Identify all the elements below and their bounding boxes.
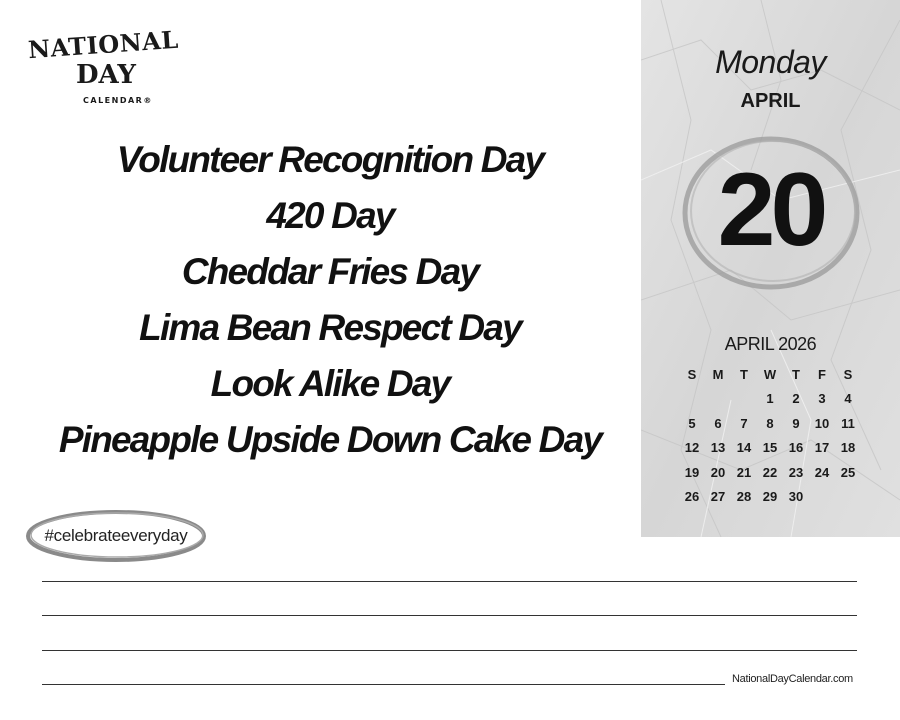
logo-word-national: NATIONAL (27, 24, 180, 65)
calendar-day: 17 (814, 440, 830, 456)
calendar-day: 26 (684, 489, 700, 505)
day-number: 20 (717, 152, 824, 268)
calendar-day (679, 387, 705, 412)
hashtag-badge (24, 507, 208, 565)
note-line (42, 650, 857, 651)
holiday-item: Volunteer Recognition Day (116, 139, 544, 180)
mini-calendar-header-row (679, 362, 861, 387)
calendar-day: 29 (762, 489, 778, 505)
holiday-list (20, 132, 640, 468)
hashtag-text: #celebrateeveryday (44, 526, 188, 545)
calendar-day: 24 (814, 464, 830, 480)
calendar-day: 3 (818, 391, 826, 407)
calendar-day: 10 (814, 415, 830, 431)
holiday-item: 420 Day (266, 195, 394, 236)
month-label: APRIL (740, 90, 801, 112)
weekday-header: F (818, 366, 826, 382)
calendar-day: 12 (684, 440, 700, 456)
calendar-day (731, 387, 757, 412)
calendar-day: 15 (762, 440, 778, 456)
weekday-header: T (792, 366, 800, 382)
weekday-header: S (843, 366, 853, 382)
website-text: NationalDayCalendar.com (732, 673, 853, 685)
calendar-day: 5 (688, 415, 696, 431)
date-panel (641, 0, 900, 537)
calendar-day: 4 (844, 391, 852, 407)
calendar-day: 22 (762, 464, 778, 480)
logo-word-calendar: CALENDAR® (83, 96, 153, 105)
calendar-day (809, 485, 835, 510)
calendar-day: 8 (766, 415, 774, 431)
mini-calendar-title: APRIL 2026 (724, 334, 817, 354)
holiday-item: Cheddar Fries Day (181, 251, 479, 292)
mini-calendar-week (679, 485, 861, 510)
calendar-day: 30 (788, 489, 804, 505)
note-line (42, 581, 857, 582)
holiday-item: Lima Bean Respect Day (139, 307, 521, 348)
note-line (42, 615, 857, 616)
calendar-day (835, 485, 861, 510)
calendar-day: 14 (736, 440, 752, 456)
calendar-day (705, 387, 731, 412)
mini-calendar-week (679, 460, 861, 485)
calendar-day: 23 (788, 464, 804, 480)
mini-calendar-grid (679, 362, 861, 509)
calendar-day: 20 (710, 464, 726, 480)
weekday-header: M (712, 366, 724, 382)
calendar-day: 16 (788, 440, 804, 456)
calendar-day: 27 (710, 489, 726, 505)
weekday-header: S (687, 366, 697, 382)
weekday-header: T (740, 366, 748, 382)
calendar-day: 1 (766, 391, 774, 407)
weekday-header: W (763, 366, 777, 382)
calendar-day: 6 (714, 415, 722, 431)
calendar-day: 7 (740, 415, 748, 431)
calendar-day: 9 (792, 415, 800, 431)
mini-calendar-week (679, 436, 861, 461)
calendar-day: 28 (736, 489, 752, 505)
note-line (42, 684, 725, 685)
calendar-day: 13 (710, 440, 726, 456)
weekday-label: Monday (715, 44, 826, 80)
mini-calendar-week (679, 411, 861, 436)
national-day-calendar-logo (27, 24, 180, 110)
calendar-day: 11 (841, 415, 855, 431)
mini-calendar-week (679, 387, 861, 412)
calendar-day: 21 (736, 464, 752, 480)
holiday-item: Look Alike Day (210, 363, 450, 404)
calendar-day: 2 (792, 391, 800, 407)
calendar-day: 19 (684, 464, 700, 480)
logo-word-day: DAY (76, 60, 136, 90)
holiday-item: Pineapple Upside Down Cake Day (58, 419, 602, 460)
calendar-day: 18 (840, 440, 856, 456)
calendar-day: 25 (840, 464, 856, 480)
